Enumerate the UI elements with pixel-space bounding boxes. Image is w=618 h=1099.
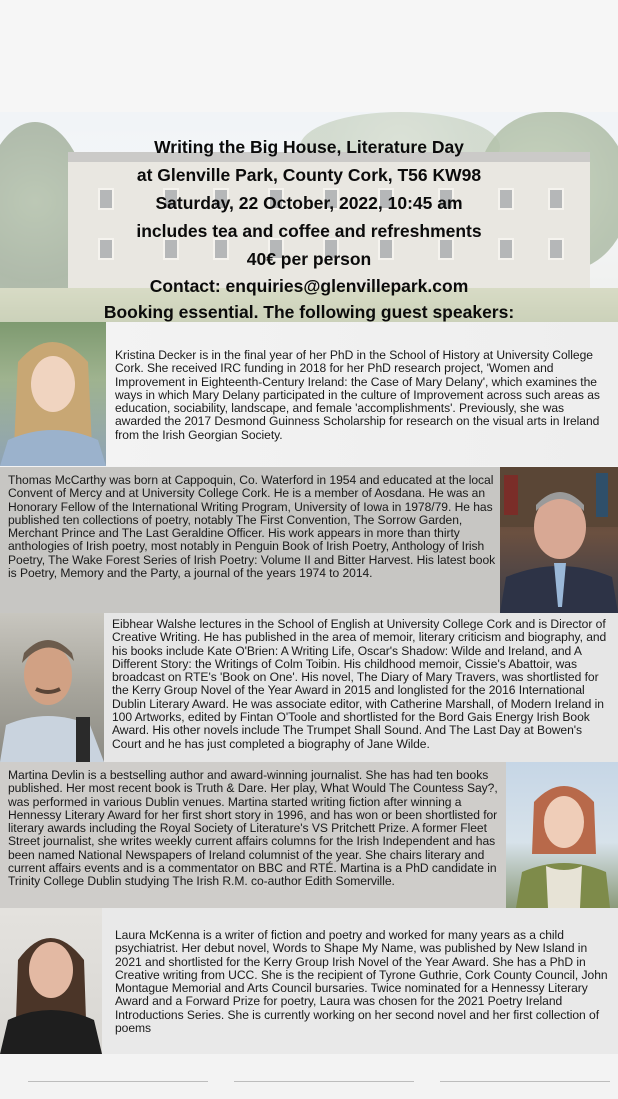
event-includes: includes tea and coffee and refreshments: [136, 221, 482, 241]
speaker-name: Kristina Decker: [115, 348, 197, 362]
event-contact[interactable]: Contact: enquiries@glenvillepark.com: [149, 276, 469, 296]
speaker-photo-walshe: [0, 613, 104, 762]
speaker-bio-decker: [115, 349, 613, 442]
speaker-name: Laura McKenna: [115, 928, 200, 942]
speaker-bio-mckenna: [115, 929, 613, 1035]
speaker-photo-mccarthy: [500, 467, 618, 613]
speaker-bio-text: lectures in the School of English at University College Cork and is Director of Creative Writing. He has published in the area of memoir, literary criticism and biography, and his books include Kate O'Brien: A Writing Life, Oscar's Shadow: Wilde and Ireland, and A Different Story: the Writings of Colm Toibin. His childhood memoir, Cissie's Abattoir, was broadcast on RTE's 'Book on One'. His novel, The Diary of Mary Travers, was shortlisted for the Kerry Group Novel of the Year Award in 2015 and longlisted for the 2016 International Dublin Literary Award. He was associate editor, with Catherine Marshall, of Modern Ireland in 100 Artworks, edited by Fintan O'Toole and shortlisted for the Bord Gais Energy Irish Book Award. His other novels include The Trumpet Shall Sound. And The Last Day at Bowen's Court and he has just completed a biography of Jane Wilde.: [112, 617, 607, 751]
speaker-photo-decker: [0, 322, 106, 466]
speaker-bio-text: is in the final year of her PhD in the School of History at University College Cork. She received IRC funding in 2018 for her PhD research project, 'Women and Improvement in Eighteenth-Century Ireland: the Case of Mary Delany', which examines the ways in which Mary Delany participated in the culture of Improvement across such areas as education, sociability, landscape, and female 'accomplishments'. Previously, she was awarded the 2017 Desmond Guinness Scholarship for research on the visual arts in Ireland from the Irish Georgian Society.: [115, 348, 600, 442]
event-title-line2: at Glenville Park, County Cork, T56 KW98: [136, 165, 482, 185]
speaker-bio-text: was born at Cappoquin, Co. Waterford in 1954 and educated at the local Convent of Mercy and at University College Cork. He is a member of Aosdana. He was an Honorary Fellow of the International Writing Program, University of Iowa in 1978/79. He has published ten collections of poetry, notably The First Convention, The Sorrow Garden, Merchant Prince and The Last Geraldine Officer. His work appears in more than thirty anthologies of Irish poetry, most notably in Penguin Book of Irish Poetry, Anthology of Irish Poetry, The Wake Forest Series of Irish Poetry: Volume II and Bitter Harvest. His latest book is Poetry, Memory and the Party, a journal of the years 1974 to 2014.: [8, 473, 496, 581]
speaker-bio-devlin: [8, 769, 502, 889]
speaker-bio-mccarthy: [8, 474, 496, 580]
speaker-bio-walshe: [112, 618, 612, 751]
speaker-name: Eibhear Walshe: [112, 617, 197, 631]
speaker-photo-mckenna: [0, 908, 102, 1054]
speaker-name: Thomas McCarthy: [8, 473, 107, 487]
top-blank-area: [0, 0, 618, 112]
divider: [234, 1081, 414, 1082]
event-booking-note: Booking essential. The following guest speakers:: [103, 302, 515, 322]
divider: [28, 1081, 208, 1082]
event-date: Saturday, 22 October, 2022, 10:45 am: [155, 193, 463, 213]
event-title-line1: Writing the Big House, Literature Day: [154, 137, 464, 157]
speaker-bio-text: is a bestselling author and award-winning journalist. She has had ten books published. Her most recent book is Truth & Dare. Her play, What Would The Countess Say?, was performed in various Dublin venues. Martina started writing fiction after winning a Hennessy Literary Award for her first short story in 1996, and has won or been shortlisted for literary awards including the Royal Society of Literature's VS Pritchett Prize. A former Fleet Street journalist, she writes weekly current affairs columns for the Irish Independent and has been named National Newspapers of Ireland columnist of the year. She chairs literary and current affairs events and is a commentator on BBC and RTÉ. Martina is a PhD candidate in Trinity College Dublin studying The Irish R.M. co-author Edith Somerville.: [8, 768, 498, 889]
speaker-bio-text: is a writer of fiction and poetry and worked for many years as a child psychiatrist. Her debut novel, Words to Shape My Name, was published by New Island in 2021 and shortlisted for the Kerry Group Irish Novel of the Year Award. She has a PhD in Creative writing from UCC. She is the recipient of Tyrone Guthrie, Cork County Council, John Montague Memorial and Arts Council bursaries. Twice nominated for a Hennessy Literary Award and a Forward Prize for poetry, Laura was chosen for the 2021 Poetry Ireland Introductions Series. She is currently working on her second novel and her first collection of poems: [115, 928, 608, 1036]
speaker-photo-devlin: [506, 762, 618, 908]
event-price: 40€ per person: [246, 249, 372, 269]
divider: [440, 1081, 610, 1082]
speaker-name: Martina Devlin: [8, 768, 85, 782]
